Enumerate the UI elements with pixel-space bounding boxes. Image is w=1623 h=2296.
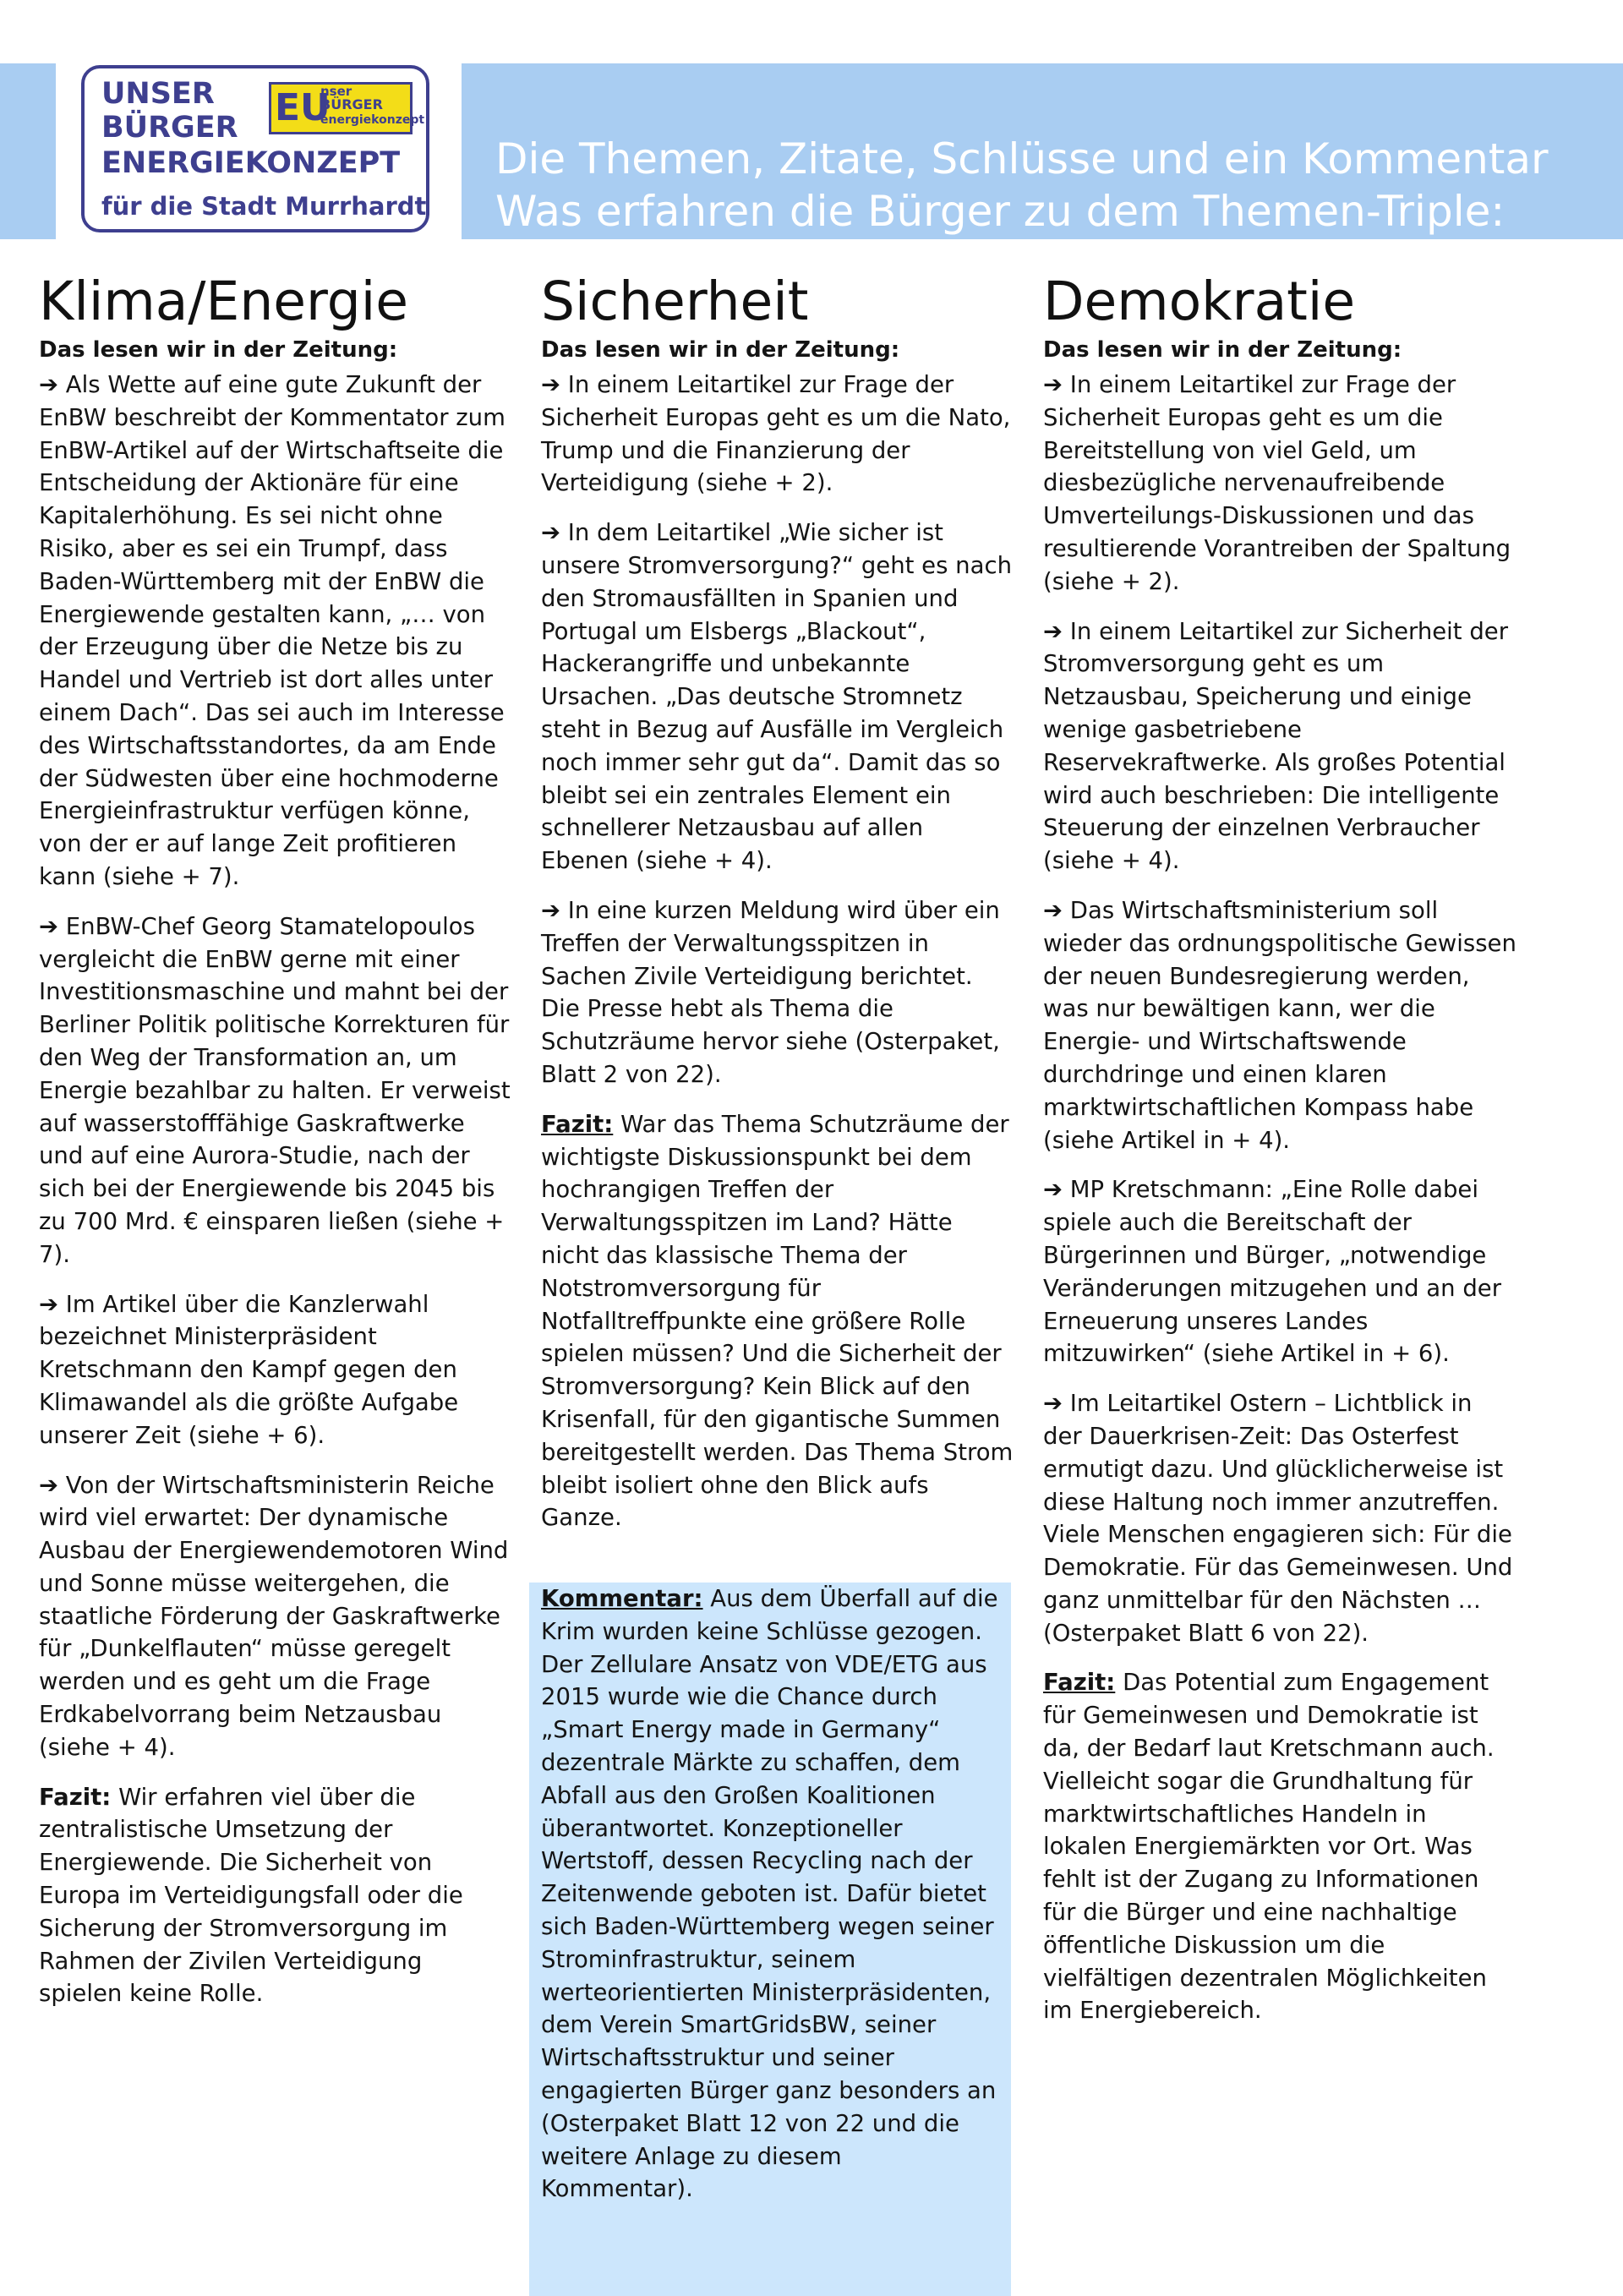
demokratie-item-3: ➔ Das Wirtschaftsministerium soll wieder das ordnungspolitische Gewissen der neuen Bundesregierung werden, was nur bewältigen kann, wer die Energie- und Wirtschaftswende durchdringe und einen klaren marktwirtschaftlichen Kompass habe (siehe Artikel in + 4). [1043,896,1516,1154]
sicherheit-item-3: ➔ In eine kurzen Meldung wird über ein Treffen der Verwaltungsspitzen in Sachen Zivile Verteidigung berichtet. Die Presse hebt als Thema die Schutzräume hervor siehe (Osterpaket, Blatt 2 von 22). [541,896,1000,1088]
column-heading-sicherheit: Sicherheit [541,271,809,332]
fazit-label: Fazit: [541,1110,614,1138]
title-line-3: Klima/Energie – Sicherheit – Demokratie? [495,239,1368,288]
klima-item-3: ➔ Im Artikel über die Kanzlerwahl bezeichnet Ministerpräsident Kretschmann den Kampf gegen den Klimawandel als die größte Aufgabe unserer Zeit (siehe + 6). [39,1290,459,1449]
column-sicherheit [541,269,1014,1551]
column-subheading-sicherheit: Das lesen wir in der Zeitung: [541,337,900,363]
eu-badge-text-1: nser [320,84,352,99]
logo-text-buerger: BÜRGER [101,111,238,145]
arrow-icon: ➔ [39,912,59,940]
arrow-icon: ➔ [1043,1176,1063,1204]
column-heading-demokratie: Demokratie [1043,271,1356,332]
eu-badge-text-3: energiekonzept [320,113,425,127]
demokratie-item-4: ➔ MP Kretschmann: „Eine Rolle dabei spiele auch die Bereitschaft der Bürgerinnen und Bürger, „notwendige Veränderungen mitzugehen und an der Erneuerung unseres Landes mitzuwirken“ (siehe Artikel in + 6). [1043,1176,1501,1368]
sicherheit-item-1: ➔ In einem Leitartikel zur Frage der Sicherheit Europas geht es um die Nato, Trump und die Finanzierung der Verteidigung (siehe + 2). [541,371,1011,497]
arrow-icon: ➔ [39,371,59,398]
logo-area [56,63,462,239]
demokratie-fazit: Fazit: Das Potential zum Engagement für Gemeinwesen und Demokratie ist da, der Bedarf laut Kretschmann auch. Vielleicht sogar die Grundhaltung für marktwirtschaftliches Handeln in lokalen Energiemärkten vor Ort. Was fehlt ist der Zugang zu Informationen für die Bürger und eine nachhaltige öffentliche Diskussion um die vielfältigen dezentralen Möglichkeiten im Energiebereich. [1043,1669,1495,2025]
column-klima-energie [39,269,512,2027]
logo-text-energiekonzept: ENERGIEKONZEPT [101,146,401,180]
logo-text-unser: UNSER [101,77,215,111]
kommentar-label: Kommentar: [541,1585,703,1612]
kommentar-text: Kommentar: Aus dem Überfall auf die Krim wurden keine Schlüsse gezogen. Der Zellulare Ansatz von VDE/ETG aus 2015 wurde wie die Chance durch „Smart Energy made in Germany“ dezentrale Märkte zu schaffen, dem Abfall aus den Großen Koalitionen überantwortet. Konzeptioneller Wertstoff, dessen Recycling nach der Zeitenwende geboten ist. Dafür bietet sich Baden-Württemberg wegen seiner Strominfrastruktur, seinem werteorientierten Ministerpräsidenten, dem Verein SmartGridsBW, seiner Wirtschaftsstruktur und seiner engagierten Bürger ganz besonders an (Osterpaket Blatt 12 von 22 und die weitere Anlage zu diesem Kommentar). [541,1585,998,2203]
demokratie-item-1: ➔ In einem Leitartikel zur Frage der Sicherheit Europas geht es um die Bereitstellung von viel Geld, um diesbezügliche nervenaufreibende Umverteilungs-Diskussionen und das resultierende Vorantreiben der Spaltung (siehe + 2). [1043,371,1511,595]
arrow-icon: ➔ [541,896,561,924]
arrow-icon: ➔ [541,519,561,547]
arrow-icon: ➔ [1043,896,1063,924]
logo [81,65,429,232]
sicherheit-item-2: ➔ In dem Leitartikel „Wie sicher ist unsere Stromversorgung?“ geht es nach den Stromausfällten in Spanien und Portugal um Elsbergs „Blackout“, Hackerangriffe und unbekannte Ursachen. „Das deutsche Stromnetz steht in Bezug auf Ausfälle im Vergleich noch immer sehr gut da“. Damit das so bleibt sei ein zentrales Element ein schnellerer Netzausbau auf allen Ebenen (siehe + 4). [541,519,1012,875]
eu-badge-text-2: BÜRGER [320,96,383,112]
kommentar-box [529,1583,1011,2296]
arrow-icon: ➔ [1043,1390,1063,1418]
column-demokratie [1043,269,1516,2044]
klima-item-4: ➔ Von der Wirtschaftsministerin Reiche wird viel erwartet: Der dynamische Ausbau der Energiewendemotoren Wind und Sonne müsse weitergehen, die staatliche Förderung der Gaskraftwerke für „Dunkelflauten“ müsse geregelt werden und es geht um die Frage Erdkabelvorrang beim Netzausbau (siehe + 4). [39,1471,509,1761]
sicherheit-fazit: Fazit: War das Thema Schutzräume der wichtigste Diskussionspunkt bei dem hochrangigen Treffen der Verwaltungsspitzen im Land? Hätte nicht das klassische Thema der Notstromversorgung für Notfalltreffpunkte eine größere Rolle spielen müssen? Und die Sicherheit der Stromversorgung? Kein Blick auf den Krisenfall, für den gigantische Summen bereitgestellt werden. Das Thema Strom bleibt isoliert ohne den Blick aufs Ganze. [541,1110,1014,1532]
column-subheading-demokratie: Das lesen wir in der Zeitung: [1043,337,1402,363]
klima-fazit: Fazit: Wir erfahren viel über die zentralistische Umsetzung der Energiewende. Die Sicherheit von Europa im Verteidigungsfall oder die Sicherung der Stromversorgung im Rahmen der Zivilen Verteidigung spielen keine Rolle. [39,1783,463,2008]
arrow-icon: ➔ [1043,617,1063,645]
logo-subline: für die Stadt Murrhardt [101,192,427,221]
title-line-2: Was erfahren die Bürger zu dem Themen-Triple: [495,187,1506,236]
demokratie-item-2: ➔ In einem Leitartikel zur Sicherheit der Stromversorgung geht es um Netzausbau, Speicherung und einige wenige gasbetriebene Reservekraftwerke. Als großes Potential wird auch beschrieben: Die intelligente Steuerung der einzelnen Verbraucher (siehe + 4). [1043,617,1509,875]
eu-badge-logo [269,82,425,134]
arrow-icon: ➔ [1043,371,1063,398]
page-title [495,133,1611,290]
title-line-1: Die Themen, Zitate, Schlüsse und ein Kommentar [495,134,1549,183]
klima-item-2: ➔ EnBW-Chef Georg Stamatelopoulos vergleicht die EnBW gerne mit einer Investitionsmaschine und mahnt bei der Berliner Politik politische Korrekturen für den Weg der Transformation an, um Energie bezahlbar zu halten. Er verweist auf wasserstofffähige Gaskraftwerke und auf eine Aurora-Studie, nach der sich bei der Energiewende bis 2045 bis zu 700 Mrd. € einsparen ließen (siehe + 7). [39,912,511,1268]
fazit-label: Fazit: [1043,1669,1116,1697]
arrow-icon: ➔ [541,371,561,398]
column-subheading-klima: Das lesen wir in der Zeitung: [39,337,398,363]
column-heading-klima: Klima/Energie [39,271,409,332]
demokratie-item-5: ➔ Im Leitartikel Ostern – Lichtblick in der Dauerkrisen-Zeit: Das Osterfest ermutigt dazu. Und glücklicherweise ist diese Haltung noch immer anzutreffen. Viele Menschen engagieren sich: Für die Demokratie. Für das Gemeinwesen. Und ganz unmittelbar für den Nächsten … (Osterpaket Blatt 6 von 22). [1043,1390,1513,1647]
fazit-label: Fazit: [39,1783,112,1811]
arrow-icon: ➔ [39,1471,59,1499]
klima-item-1: ➔ Als Wette auf eine gute Zukunft der EnBW beschreibt der Kommentator zum EnBW-Artikel auf der Wirtschaftseite die Entscheidung der Aktionäre für eine Kapitalerhöhung. Es sei nicht ohne Risiko, aber es sei ein Trumpf, dass Baden-Württemberg mit der EnBW die Energiewende gestalten kann, „… von der Erzeugung über die Netze bis zu Handel und Vertrieb ist dort alles unter einem Dach“. Das sei auch im Interesse des Wirtschaftsstandortes, da am Ende der Südwesten über eine hochmoderne Energieinfrastruktur verfügen könne, von der er auf lange Zeit profitieren kann (siehe + 7). [39,371,505,890]
eu-badge-letters: EU [275,86,331,129]
arrow-icon: ➔ [39,1290,59,1318]
